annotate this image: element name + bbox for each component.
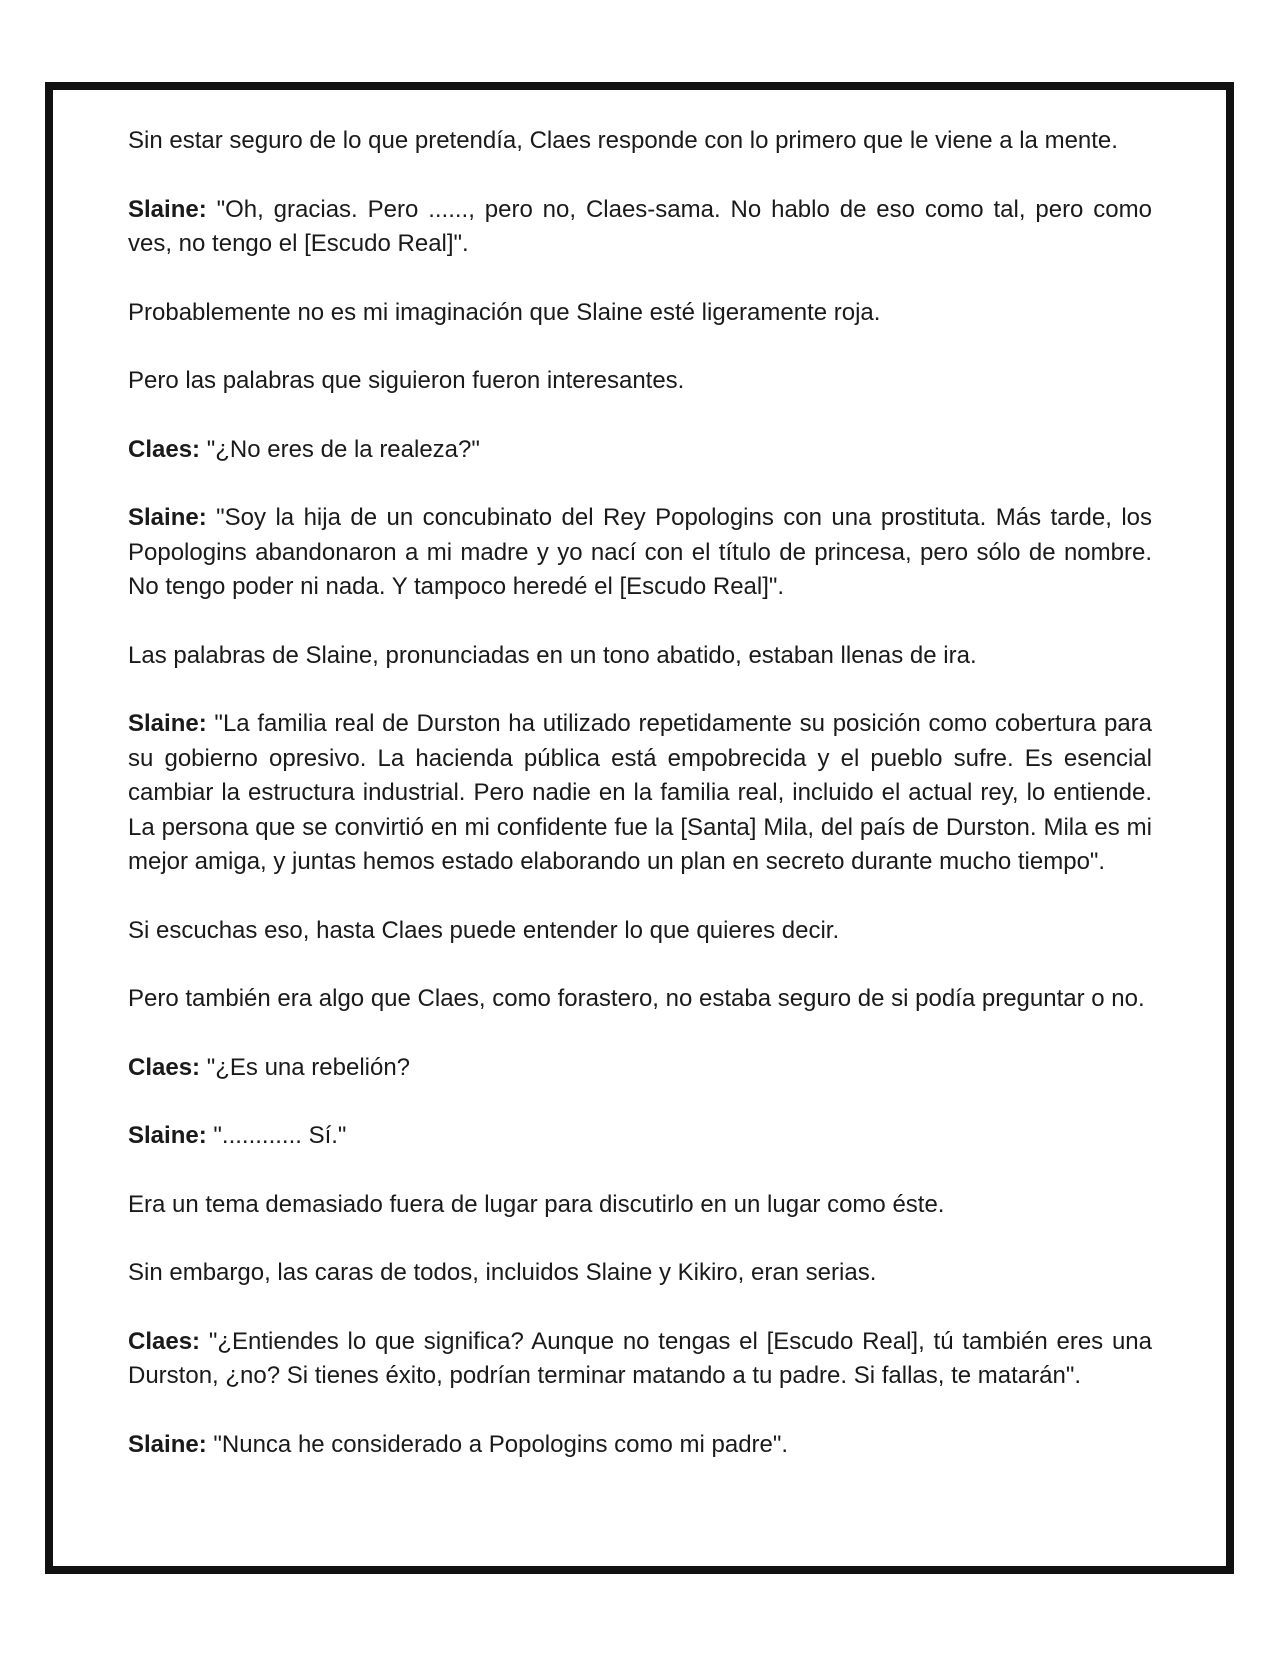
dialogue-line [128,1428,1152,1463]
document-body [128,124,1152,1496]
dialogue-line [128,1051,1152,1086]
paragraph-text: Probablemente no es mi imaginación que Slaine esté ligeramente roja. [128,298,881,326]
paragraph [128,1188,1152,1223]
paragraph-text: Pero también era algo que Claes, como forastero, no estaba seguro de si podía preguntar o no. [128,985,1145,1012]
paragraph-text: "¿No eres de la realeza?" [206,435,480,463]
speaker-label: Slaine: [128,710,207,737]
speaker-label: Slaine: [128,1430,207,1458]
paragraph [128,364,1152,399]
paragraph [128,296,1152,331]
paragraph-text: "Nunca he considerado a Popologins como mi padre". [213,1430,789,1458]
dialogue-line [128,433,1152,468]
paragraph [128,914,1152,949]
paragraph [128,982,1152,1017]
paragraph [128,639,1152,674]
paragraph-text: Si escuchas eso, hasta Claes puede entender lo que quieres decir. [128,916,840,944]
paragraph-text: Sin estar seguro de lo que pretendía, Claes responde con lo primero que le viene a la mente. [128,127,1118,154]
speaker-label: Slaine: [128,504,207,531]
speaker-label: Claes: [128,1327,201,1355]
speaker-label: Claes: [128,435,201,463]
paragraph-text: Sin embargo, las caras de todos, incluidos Slaine y Kikiro, eran serias. [128,1259,877,1286]
speaker-label: Slaine: [128,195,207,223]
dialogue-line [128,501,1152,605]
paragraph [128,1256,1152,1291]
speaker-label: Slaine: [128,1122,207,1149]
paragraph-text: "Soy la hija de un concubinato del Rey Popologins con una prostituta. Más tarde, los Popologins abandonaron a mi madre y yo nací con el título de princesa, pero sólo de nombre. No tengo poder ni nada. Y tampoco heredé el [Escudo Real]". [128,504,1153,600]
paragraph-text: Era un tema demasiado fuera de lugar para discutirlo en un lugar como éste. [128,1190,945,1218]
paragraph-text: "¿Es una rebelión? [206,1053,411,1081]
paragraph-text: "¿Entiendes lo que significa? Aunque no tengas el [Escudo Real], tú también eres una Durston, ¿no? Si tienes éxito, podrían terminar matando a tu padre. Si fallas, te matarán". [128,1327,1152,1389]
speaker-label: Claes: [128,1053,201,1081]
paragraph-text: "Oh, gracias. Pero ......, pero no, Claes-sama. No hablo de eso como tal, pero como ves, no tengo el [Escudo Real]". [128,195,1152,257]
paragraph-text: Pero las palabras que siguieron fueron interesantes. [128,367,685,394]
dialogue-line [128,193,1152,262]
dialogue-line [128,1119,1152,1154]
paragraph [128,124,1152,159]
dialogue-line [128,1325,1152,1394]
paragraph-text: "............ Sí." [213,1122,347,1149]
paragraph-text: Las palabras de Slaine, pronunciadas en un tono abatido, estaban llenas de ira. [128,641,977,669]
dialogue-line [128,707,1152,880]
paragraph-text: "La familia real de Durston ha utilizado repetidamente su posición como cobertura para su gobierno opresivo. La hacienda pública está empobrecida y el pueblo sufre. Es esencial cambiar la estructura industrial. Pero nadie en la familia real, incluido el actual rey, lo entiende. La persona que se convirtió en mi confidente fue la [Santa] Mila, del país de Durston. Mila es mi mejor amiga, y juntas hemos estado elaborando un plan en secreto durante mucho tiempo". [128,710,1153,875]
